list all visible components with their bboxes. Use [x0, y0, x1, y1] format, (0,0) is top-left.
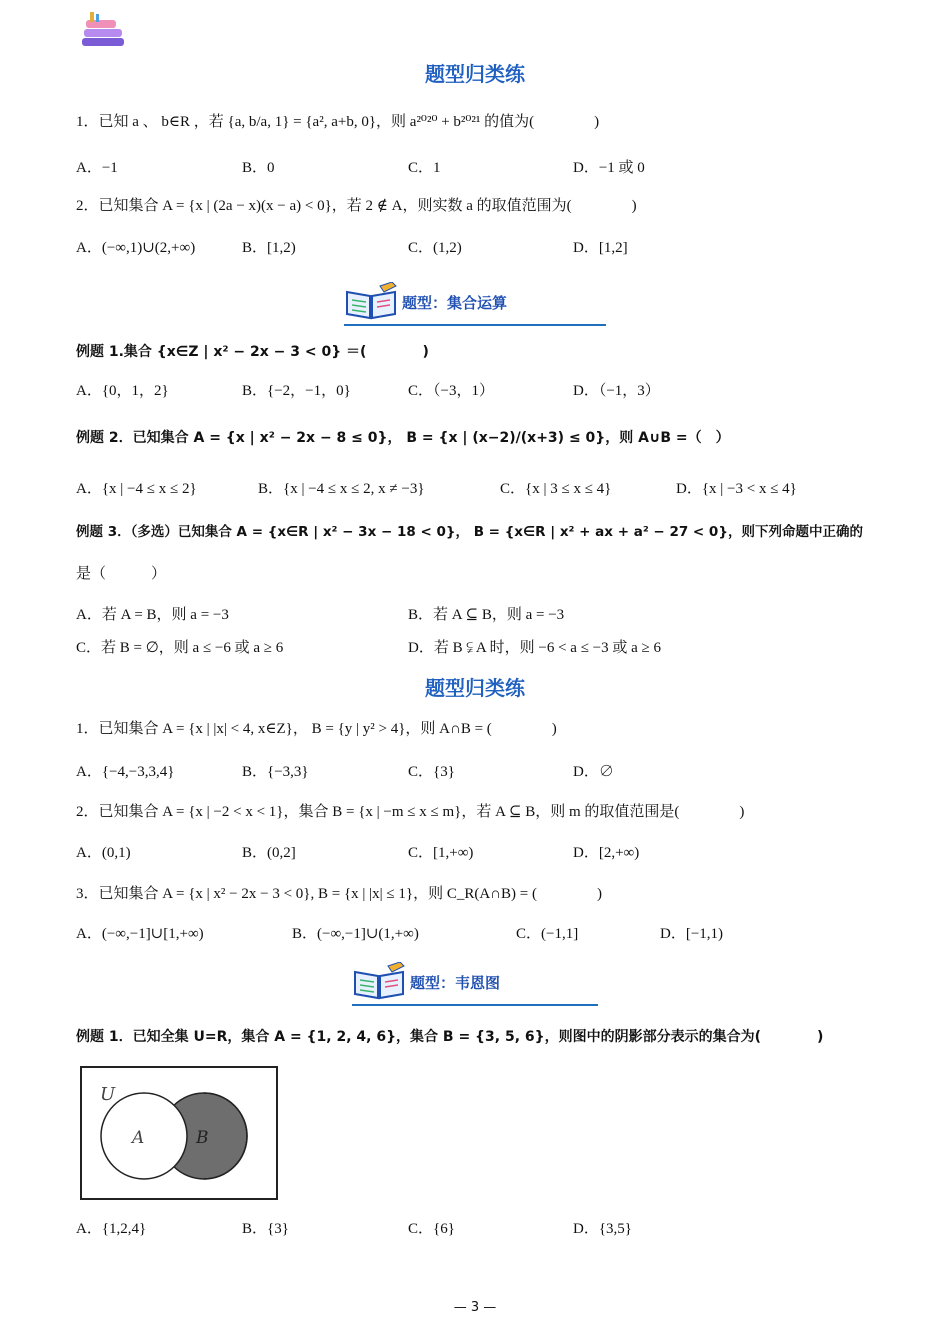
option-b: B．{3}: [242, 1221, 289, 1237]
option-d: D．[1,2]: [573, 240, 628, 256]
option-a: A．(−∞,−1]∪[1,+∞): [76, 926, 204, 942]
question-2: 2．已知集合 A = {x | −2 < x < 1}，集合 B = {x | −m ≤ x ≤ m}，若 A ⊆ B，则 m 的取值范围是( ): [76, 804, 745, 820]
example-1: 例题 1．已知全集 U=R，集合 A = {1, 2, 4, 6}，集合 B = {3, 5, 6}，则图中的阴影部分表示的集合为( ): [76, 1029, 824, 1045]
example-3-continuation: 是（ ）: [76, 566, 167, 582]
example-2: 例题 2．已知集合 A = {x | x² − 2x − 8 ≤ 0}， B = {x | (x−2)/(x+3) ≤ 0}，则 A∪B =（ ）: [76, 430, 730, 446]
option-d: D．[−1,1): [660, 926, 724, 942]
example-1: 例题 1.集合 {x∈Z | x² − 2x − 3 < 0} ＝( ): [76, 344, 429, 360]
option-b: B．{−2，−1，0}: [242, 383, 351, 399]
option-b: B．(−∞,−1]∪(1,+∞): [292, 926, 419, 942]
option-b: B．{−3,3}: [242, 764, 309, 780]
question-1: 1．已知集合 A = {x | |x| < 4, x∈Z}， B = {y | y² > 4}，则 A∩B = ( ): [76, 721, 557, 737]
banner-underline: [344, 324, 606, 326]
option-b: B．0: [242, 160, 275, 176]
option-c: C．[1,+∞): [408, 845, 474, 861]
option-d: D．−1 或 0: [573, 160, 645, 176]
question-3: 3．已知集合 A = {x | x² − 2x − 3 < 0}, B = {x | |x| ≤ 1}，则 C_R(A∩B) = ( ): [76, 886, 602, 902]
option-c: C．{6}: [408, 1221, 455, 1237]
header-logo: [80, 12, 128, 50]
option-d: D．[2,+∞): [573, 845, 640, 861]
option-a: A．(−∞,1)∪(2,+∞): [76, 240, 196, 256]
section-banner-set-operations: [344, 282, 606, 326]
option-d: D．（−1，3）: [573, 383, 660, 399]
option-a: A．若 A = B，则 a = −3: [76, 607, 229, 623]
option-b: B．{x | −4 ≤ x ≤ 2, x ≠ −3}: [258, 481, 425, 497]
option-c: C．(1,2): [408, 240, 462, 256]
option-a: A．−1: [76, 160, 118, 176]
banner-underline: [352, 1004, 598, 1006]
option-a: A．{1,2,4}: [76, 1221, 147, 1237]
option-d: D．{x | −3 < x ≤ 4}: [676, 481, 797, 497]
option-c: C．{x | 3 ≤ x ≤ 4}: [500, 481, 612, 497]
option-b: B．[1,2): [242, 240, 296, 256]
example-3: 例题 3．（多选）已知集合 A = {x∈R | x² − 3x − 18 < 0}， B = {x∈R | x² + ax + a² − 27 < 0}，则下列命题中正确的: [76, 524, 863, 540]
open-book-icon: [344, 282, 398, 325]
option-a: A．{x | −4 ≤ x ≤ 2}: [76, 481, 197, 497]
option-d: D．{3,5}: [573, 1221, 632, 1237]
banner-label: 题型：集合运算: [402, 294, 508, 312]
universe-label: U: [100, 1084, 116, 1105]
option-b: B．(0,2]: [242, 845, 296, 861]
set-a-label: A: [132, 1128, 145, 1148]
page-number: — 3 —: [453, 1300, 497, 1315]
venn-diagram: [80, 1066, 278, 1200]
option-a: A．(0,1): [76, 845, 131, 861]
option-d: D．∅: [573, 764, 614, 780]
option-c: C．{3}: [408, 764, 455, 780]
option-c: C．(−1,1]: [516, 926, 579, 942]
open-book-icon: [352, 962, 406, 1005]
section-title: 题型归类练: [425, 62, 525, 86]
banner-label: 题型：韦恩图: [410, 974, 501, 992]
option-c: C．（−3，1）: [408, 383, 494, 399]
section-title: 题型归类练: [425, 676, 525, 700]
question-2: 2．已知集合 A = {x | (2a − x)(x − a) < 0}，若 2 ∉ A，则实数 a 的取值范围为( ): [76, 198, 637, 214]
option-a: A．{−4,−3,3,4}: [76, 764, 175, 780]
option-c: C．1: [408, 160, 441, 176]
question-1: 1．已知 a 、 b∈R ，若 {a, b/a, 1} = {a², a+b, 0}，则 a²⁰²⁰ + b²⁰²¹ 的值为( ): [76, 114, 600, 130]
section-banner-venn-diagram: [352, 962, 598, 1006]
option-b: B．若 A ⊆ B，则 a = −3: [408, 607, 565, 623]
option-a: A．{0，1，2}: [76, 383, 169, 399]
set-b-label: B: [196, 1128, 209, 1148]
option-c: C．若 B = ∅，则 a ≤ −6 或 a ≥ 6: [76, 640, 284, 656]
option-d: D．若 B ⫋ A 时，则 −6 < a ≤ −3 或 a ≥ 6: [408, 640, 662, 656]
